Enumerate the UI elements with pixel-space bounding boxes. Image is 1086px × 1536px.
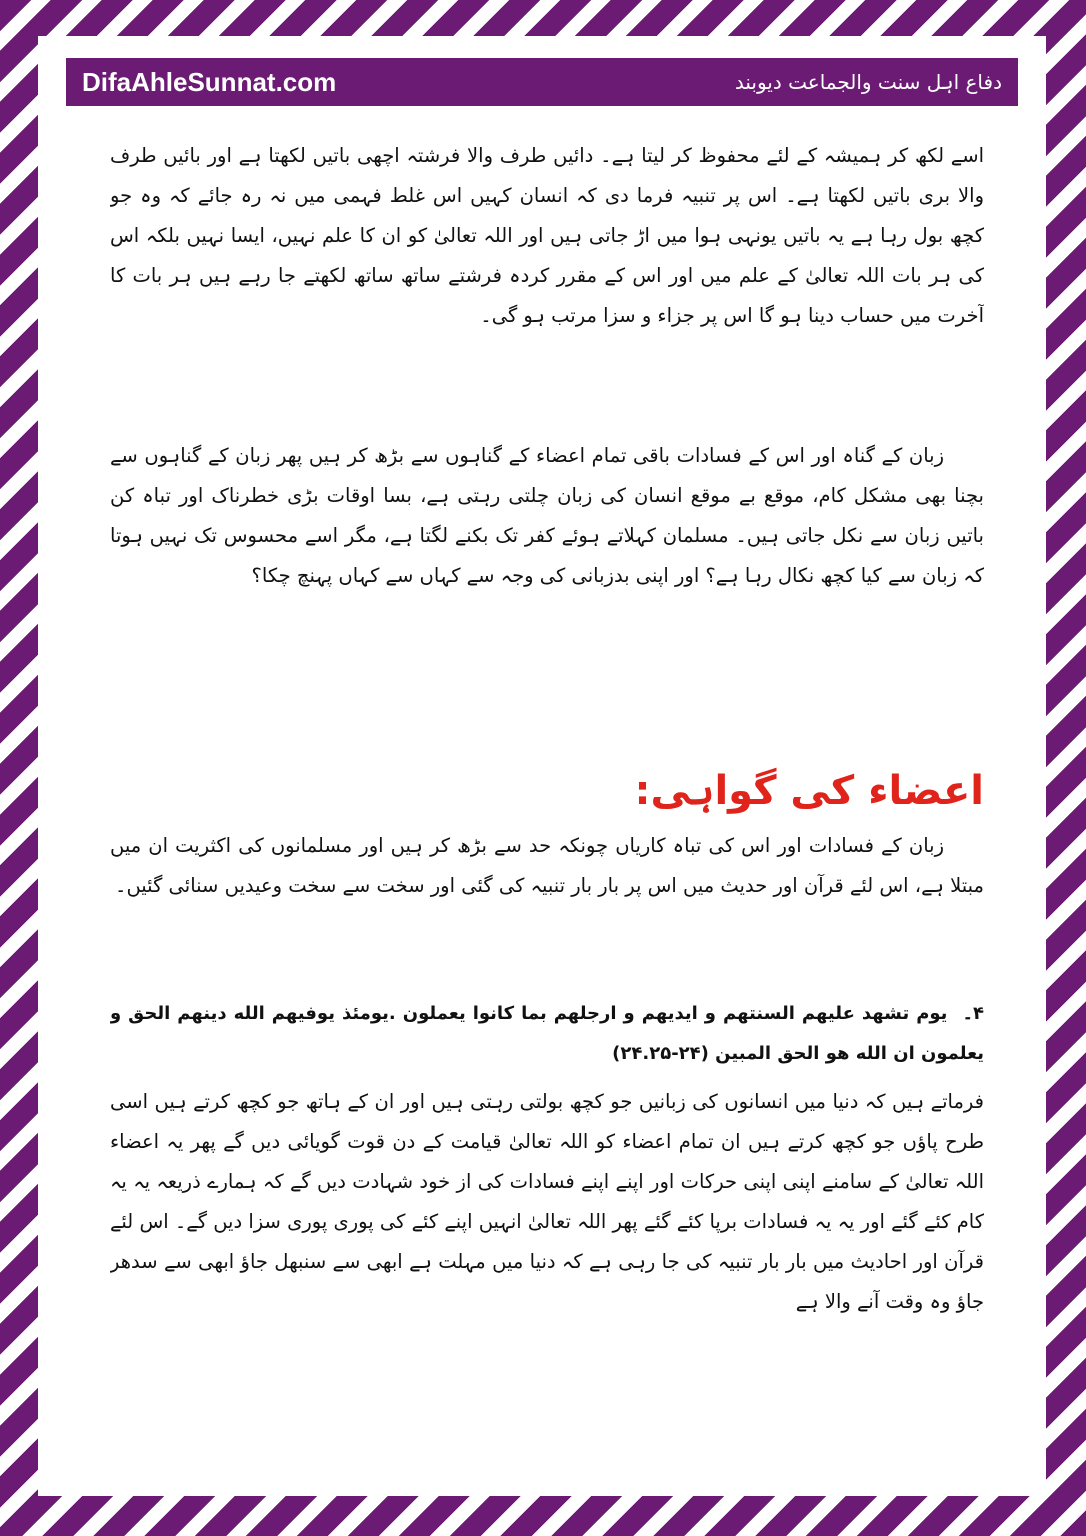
paragraph-1: اسے لکھ کر ہمیشہ کے لئے محفوظ کر لیتا ہے۔ دائیں طرف والا فرشتہ اچھی باتیں لکھتا ہے اور بائیں طرف والا بری باتیں لکھتا ہے۔ اس پر تنبیہ فرما دی کہ انسان کہیں اس غلط فہمی میں نہ رہ جائے کہ وہ جو کچھ بول رہا ہے یہ باتیں یونہی ہوا میں اڑ جاتی ہیں اور اللہ تعالیٰ کو ان کا علم نہیں، ایسا نہیں بلکہ اس کی ہر بات اللہ تعالیٰ کے علم میں اور اس کے مقرر کردہ فرشتے ساتھ ساتھ لکھتے جا رہے ہیں ہر بات کا آخرت میں حساب دینا ہو گا اس پر جزاء و سزا مرتب ہو گی۔ <box>110 144 984 327</box>
page <box>38 36 1046 1496</box>
verse-number: ۴۔ <box>962 1003 984 1024</box>
section-heading: اعضاء کی گواہی: <box>634 768 984 814</box>
quran-verse <box>110 994 984 1082</box>
paragraph-4: فرماتے ہیں کہ دنیا میں انسانوں کی زبانیں جو کچھ بولتی رہتی ہیں اور ان کے ہاتھ جو کچھ کرتے ہیں اسی طرح پاؤں جو کچھ کرتے ہیں ان تمام اعضاء کو اللہ تعالیٰ قیامت کے دن قوت گویائی دیں گے پھر یہ اعضاء اللہ تعالیٰ کے سامنے اپنی اپنی حرکات اور اپنے اپنے فسادات کی از خود شہادت دیں گے کہ ہمارے ذریعہ یہ یہ کام کئے گئے اور یہ یہ فسادات برپا کئے گئے پھر اللہ تعالیٰ انہیں اپنے کئے کی پوری پوری سزا دیں گے۔ اس لئے قرآن اور احادیث میں بار بار تنبیہ کی جا رہی ہے کہ دنیا میں مہلت ہے ابھی سے سنبھل جاؤ ابھی سے سدھر جاؤ وہ وقت آنے والا ہے <box>110 1090 984 1313</box>
site-name[interactable]: DifaAhleSunnat.com <box>82 66 337 97</box>
header-title: دفاع اہل سنت والجماعت دیوبند <box>734 70 1002 94</box>
verse-reference: (۲۴-۲۴.۲۵) <box>612 1043 709 1064</box>
paragraph-2: زبان کے گناہ اور اس کے فسادات باقی تمام اعضاء کے گناہوں سے بڑھ کر ہیں پھر زبان کے گناہوں سے بچنا بھی مشکل کام، موقع بے موقع انسان کی زبان چلتی رہتی ہے، بسا اوقات بڑی خطرناک اور تباہ کن باتیں زبان سے نکل جاتی ہیں۔ مسلمان کہلاتے ہوئے کفر تک بکنے لگتا ہے، مگر اسے محسوس تک نہیں ہوتا کہ زبان سے کیا کچھ نکال رہا ہے؟ اور اپنی بدزبانی کی وجہ سے کہاں سے کہاں پہنچ چکا؟ <box>110 444 984 587</box>
header-bar <box>66 58 1018 106</box>
paragraph-3: زبان کے فسادات اور اس کی تباہ کاریاں چونکہ حد سے بڑھ کر ہیں اور مسلمانوں کی اکثریت ان میں مبتلا ہے، اس لئے قرآن اور حدیث میں اس پر بار بار تنبیہ کی گئی اور سخت سے سخت وعیدیں سنائی گئیں۔ <box>110 834 984 897</box>
article-body <box>110 136 984 1382</box>
verse-text: یوم تشهد علیهم السنتهم و ایدیهم و ارجلهم بما کانوا یعملون .یومئذ یوفیهم الله دینهم الحق و یعلمون ان الله هو الحق المبین <box>110 1003 984 1064</box>
